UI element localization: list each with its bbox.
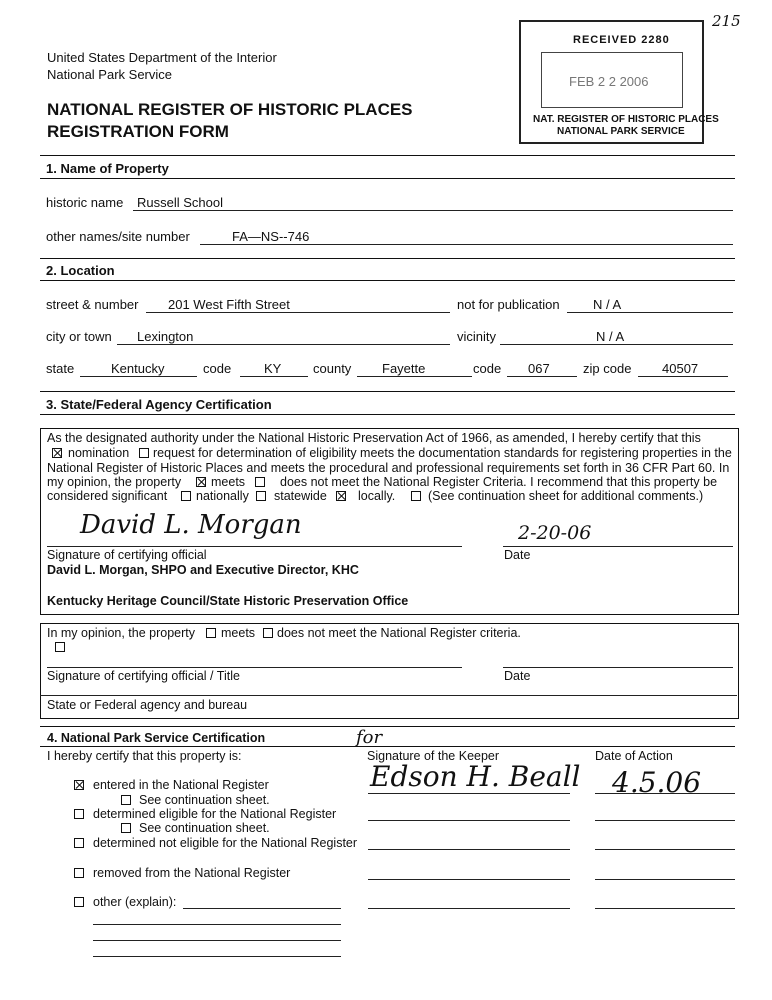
see2-label: See continuation sheet. xyxy=(139,821,270,835)
see1-checkbox[interactable] xyxy=(121,795,131,805)
other-checkbox[interactable] xyxy=(74,897,84,907)
cert-text-5a: considered significant xyxy=(47,489,168,503)
certifying-date: 2-20-06 xyxy=(518,522,592,544)
vicinity-value: N / A xyxy=(596,329,625,344)
cert-text-4c: does not meet the National Register Criteria. I recommend that this property be xyxy=(280,475,718,489)
opinion-meets-checkbox[interactable] xyxy=(206,628,216,638)
cert-text-1: As the designated authority under the National Historic Preservation Act of 1966, as amended, I hereby certify that this xyxy=(47,431,701,445)
cert-statewide: statewide xyxy=(274,489,327,503)
cert-text-3: National Register of Historic Places and meets the procedural and professional requirements set forth in 36 CFR Part 60. In xyxy=(47,461,730,475)
entered-label: entered in the National Register xyxy=(93,778,269,792)
cert-locally: locally. xyxy=(358,489,396,503)
stamp-date: FEB 2 2 2006 xyxy=(569,74,649,89)
stamp-line2: NATIONAL PARK SERVICE xyxy=(557,126,685,137)
not-eligible-checkbox[interactable] xyxy=(74,838,84,848)
certify-statement: I hereby certify that this property is: xyxy=(47,749,242,763)
opinion-meets: meets xyxy=(221,626,256,640)
section1-heading: 1. Name of Property xyxy=(46,161,169,176)
cert-nomination: nomination xyxy=(68,446,130,460)
statewide-checkbox[interactable] xyxy=(256,491,266,501)
keeper-for-handwriting: for xyxy=(356,727,383,748)
code2-label: code xyxy=(473,361,502,376)
nomination-checkbox[interactable] xyxy=(52,448,62,458)
date-of-action-value: 4.5.06 xyxy=(612,766,702,799)
stamp-received: RECEIVED 2280 xyxy=(573,34,670,46)
not-eligible-label: determined not eligible for the National Register xyxy=(93,836,358,850)
cert-meets: meets xyxy=(211,475,246,489)
city-label: city or town xyxy=(46,329,112,344)
certifying-agency: Kentucky Heritage Council/State Historic Preservation Office xyxy=(47,594,409,608)
date-of-action-label: Date of Action xyxy=(595,749,673,763)
nfp-label: not for publication xyxy=(457,297,560,312)
section4-heading: 4. National Park Service Certification xyxy=(47,731,266,745)
vicinity-label: vicinity xyxy=(457,329,497,344)
nationally-checkbox[interactable] xyxy=(181,491,191,501)
historic-name-label: historic name xyxy=(46,195,124,210)
eligible-checkbox[interactable] xyxy=(74,809,84,819)
historic-name-value: Russell School xyxy=(137,195,223,210)
opinion-signature-label: Signature of certifying official / Title xyxy=(47,669,240,683)
meets-checkbox[interactable] xyxy=(196,477,206,487)
city-value: Lexington xyxy=(137,329,194,344)
opinion-extra-checkbox[interactable] xyxy=(55,642,65,652)
dept-name: United States Department of the Interior xyxy=(47,50,277,65)
entered-checkbox[interactable] xyxy=(74,780,84,790)
removed-label: removed from the National Register xyxy=(93,866,291,880)
certifying-official-name: David L. Morgan, SHPO and Executive Director, KHC xyxy=(47,563,359,577)
county-label: county xyxy=(313,361,352,376)
zip-value: 40507 xyxy=(662,361,699,376)
cert-text-2: request for determination of eligibility meets the documentation standards for registering properties in the xyxy=(153,446,732,460)
section3-heading: 3. State/Federal Agency Certification xyxy=(46,397,272,412)
form-title-1: NATIONAL REGISTER OF HISTORIC PLACES xyxy=(47,100,413,119)
service-name: National Park Service xyxy=(47,67,172,82)
code-value: KY xyxy=(264,361,282,376)
opinion-not-meet: does not meet the National Register criteria. xyxy=(277,626,521,640)
keeper-signature-label: Signature of the Keeper xyxy=(367,749,500,763)
street-label: street & number xyxy=(46,297,139,312)
stamp-line1: NAT. REGISTER OF HISTORIC PLACES xyxy=(533,114,719,125)
continuation-checkbox[interactable] xyxy=(411,491,421,501)
cert-text-4a: my opinion, the property xyxy=(47,475,182,489)
keeper-signature: Edson H. Beall xyxy=(370,760,581,793)
cert-nationally: nationally xyxy=(196,489,249,503)
see2-checkbox[interactable] xyxy=(121,823,131,833)
nfp-value: N / A xyxy=(593,297,622,312)
locally-checkbox[interactable] xyxy=(336,491,346,501)
zip-label: zip code xyxy=(583,361,632,376)
not-meet-checkbox[interactable] xyxy=(255,477,265,487)
determination-checkbox[interactable] xyxy=(139,448,149,458)
section2-heading: 2. Location xyxy=(46,263,115,278)
opinion-text: In my opinion, the property xyxy=(47,626,195,640)
code-label: code xyxy=(203,361,232,376)
code2-value: 067 xyxy=(528,361,550,376)
certifying-date-label: Date xyxy=(504,548,531,562)
page-number: 215 xyxy=(712,12,741,30)
opinion-agency-label: State or Federal agency and bureau xyxy=(47,698,248,712)
cert-text-5e: (See continuation sheet for additional comments.) xyxy=(428,489,704,503)
other-names-value: FA—NS--746 xyxy=(232,229,310,244)
removed-checkbox[interactable] xyxy=(74,868,84,878)
opinion-date-label: Date xyxy=(504,669,531,683)
opinion-not-meet-checkbox[interactable] xyxy=(263,628,273,638)
other-label: other (explain): xyxy=(93,895,177,909)
street-value: 201 West Fifth Street xyxy=(168,297,290,312)
state-label: state xyxy=(46,361,75,376)
form-title-2: REGISTRATION FORM xyxy=(47,122,229,141)
certifying-signature: David L. Morgan xyxy=(80,510,302,540)
eligible-label: determined eligible for the National Register xyxy=(93,807,337,821)
certifying-signature-label: Signature of certifying official xyxy=(47,548,207,562)
received-stamp xyxy=(519,20,719,144)
see1-label: See continuation sheet. xyxy=(139,793,270,807)
county-value: Fayette xyxy=(382,361,426,376)
state-value: Kentucky xyxy=(111,361,165,376)
other-names-label: other names/site number xyxy=(46,229,190,244)
